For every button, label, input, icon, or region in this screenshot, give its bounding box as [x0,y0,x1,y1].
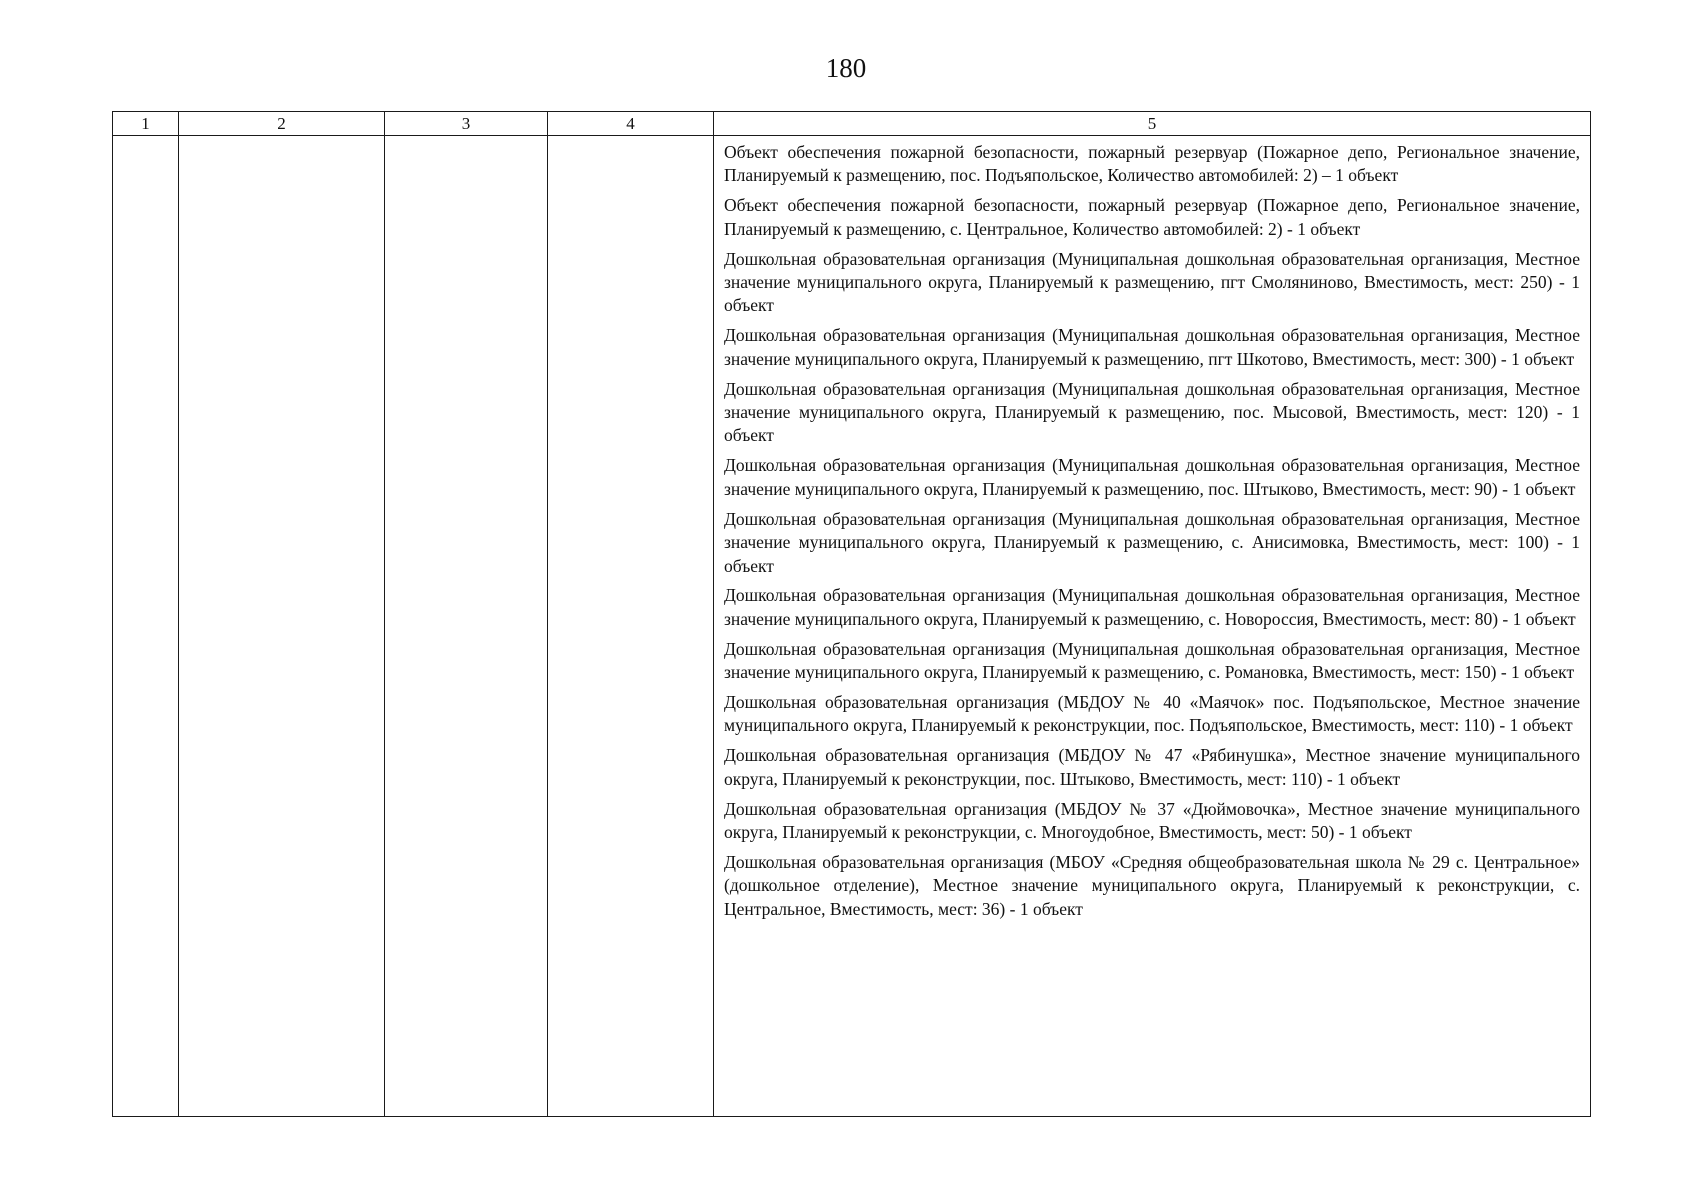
column-header-5: 5 [714,112,1591,136]
facility-entry: Объект обеспечения пожарной безопасности, пожарный резервуар (Пожарное депо, Региональное значение, Планируемый к размещению, пос. Подъяпольское, Количество автомобилей: 2) – 1 объект [724,142,1580,186]
facility-entry: Дошкольная образовательная организация (МБОУ «Средняя общеобразовательная школа № 29 с. Центральное» (дошкольное отделение), Местное значение муниципального округа, Планируемый к реконструкции, с. Центральное, Вместимость, мест: 36) - 1 объект [724,851,1580,919]
facility-entry: Дошкольная образовательная организация (Муниципальная дошкольная образовательная организация, Местное значение муниципального округа, Планируемый к размещению, с. Анисимовка, Вместимость, мест: 100) - 1 объект [724,508,1580,576]
facility-entry: Дошкольная образовательная организация (МБДОУ № 40 «Маячок» пос. Подъяпольское, Местное значение муниципального округа, Планируемый к реконструкции, пос. Подъяпольское, Вместимость, мест: 110) - 1 объект [724,692,1580,736]
document-table [112,111,1591,1117]
facility-entry: Объект обеспечения пожарной безопасности, пожарный резервуар (Пожарное депо, Региональное значение, Планируемый к размещению, с. Центральное, Количество автомобилей: 2) - 1 объект [724,195,1580,239]
page-number: 180 [825,53,867,83]
cell-col-3 [385,136,548,1117]
cell-col-1 [113,136,179,1117]
table-row [113,136,1591,1117]
facility-entry: Дошкольная образовательная организация (Муниципальная дошкольная образовательная организация, Местное значение муниципального округа, Планируемый к размещению, пос. Штыково, Вместимость, мест: 90) - 1 объект [724,455,1580,499]
cell-col-4 [548,136,714,1117]
facility-entry: Дошкольная образовательная организация (МБДОУ № 37 «Дюймовочка», Местное значение муниципального округа, Планируемый к реконструкции, с. Многоудобное, Вместимость, мест: 50) - 1 объект [724,798,1580,843]
cell-col-5 [714,136,1591,1117]
facility-entry: Дошкольная образовательная организация (Муниципальная дошкольная образовательная организация, Местное значение муниципального округа, Планируемый к размещению, с. Романовка, Вместимость, мест: 150) - 1 объект [724,638,1580,683]
facility-entry: Дошкольная образовательная организация (МБДОУ № 47 «Рябинушка», Местное значение муниципального округа, Планируемый к реконструкции, пос. Штыково, Вместимость, мест: 110) - 1 объект [724,745,1580,789]
facility-entry: Дошкольная образовательная организация (Муниципальная дошкольная образовательная организация, Местное значение муниципального округа, Планируемый к размещению, пос. Мысовой, Вместимость, мест: 120) - 1 объект [724,378,1580,446]
table-header-row [113,112,1591,136]
facility-entry: Дошкольная образовательная организация (Муниципальная дошкольная образовательная организация, Местное значение муниципального округа, Планируемый к размещению, пгт Смоляниново, Вместимость, мест: 250) - 1 объект [724,248,1580,316]
column-header-4: 4 [548,112,714,136]
facility-entry: Дошкольная образовательная организация (Муниципальная дошкольная образовательная организация, Местное значение муниципального округа, Планируемый к размещению, с. Новороссия, Вместимость, мест: 80) - 1 объект [724,585,1580,629]
cell-col-2 [179,136,385,1117]
column-header-3: 3 [385,112,548,136]
column-header-2: 2 [179,112,385,136]
column-header-1: 1 [113,112,179,136]
facility-entry: Дошкольная образовательная организация (Муниципальная дошкольная образовательная организация, Местное значение муниципального округа, Планируемый к размещению, пгт Шкотово, Вместимость, мест: 300) - 1 объект [724,325,1580,369]
